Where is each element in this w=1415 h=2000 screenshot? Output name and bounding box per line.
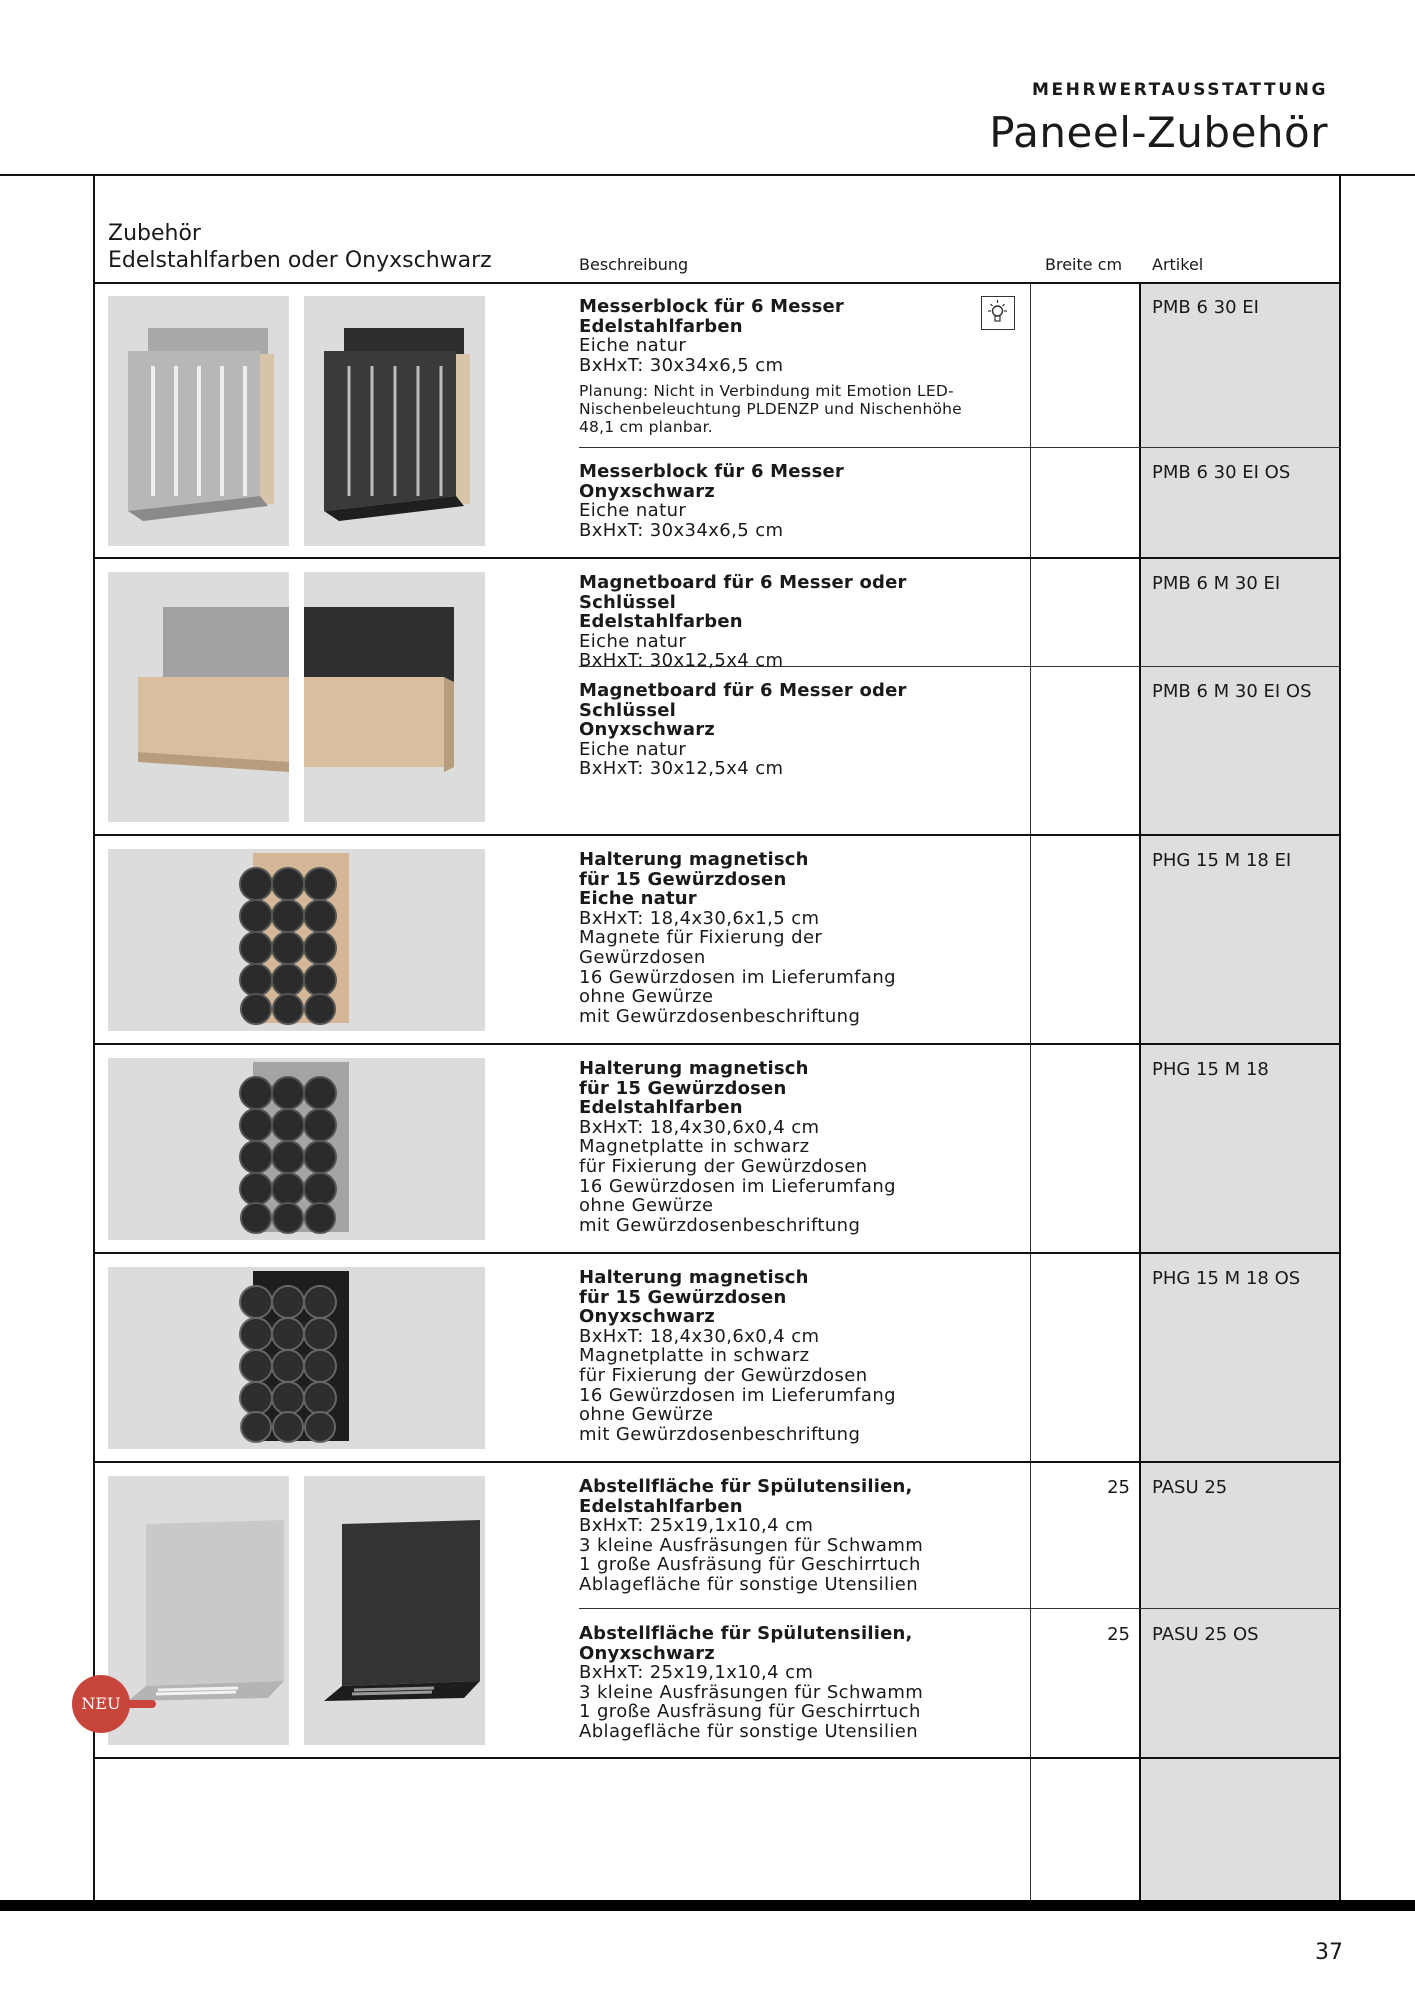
product-title: Halterung magnetisch [579, 1058, 809, 1079]
article-number: PMB 6 30 EI [1152, 297, 1259, 318]
article-number: PHG 15 M 18 [1152, 1059, 1269, 1080]
table-border-right [1339, 174, 1341, 1900]
product-subtitle: Edelstahlfarben [579, 611, 743, 633]
row-description [579, 573, 1009, 671]
row-rule [579, 1608, 1341, 1609]
product-subtitle: Onyxschwarz [579, 719, 715, 741]
description-line: 16 Gewürzdosen im Lieferumfang [579, 1175, 896, 1197]
column-head-description: Beschreibung [579, 255, 689, 274]
row-rule [93, 834, 1341, 836]
note-line: 48,1 cm planbar. [579, 418, 713, 437]
description-line: 1 große Ausfräsung für Geschirrtuch [579, 1701, 921, 1723]
product-subtitle: Onyxschwarz [579, 1306, 715, 1328]
description-line: mit Gewürzdosenbeschriftung [579, 1214, 861, 1236]
product-subtitle: Eiche natur [579, 888, 697, 910]
description-line: Magnetplatte in schwarz [579, 1136, 810, 1158]
row-description [579, 681, 1009, 779]
product-image-spice-holder-oak [108, 849, 485, 1031]
section-title [108, 220, 492, 274]
row-description [579, 1624, 1009, 1742]
page-number: 37 [1315, 1940, 1343, 1965]
description-line: ohne Gewürze [579, 1404, 714, 1426]
description-line: BxHxT: 25x19,1x10,4 cm [579, 1515, 814, 1537]
description-line: 3 kleine Ausfräsungen für Schwamm [579, 1681, 924, 1703]
product-image-sink-shelf-black [304, 1476, 485, 1745]
row-rule [93, 282, 1341, 284]
description-line: Ablagefläche für sonstige Utensilien [579, 1720, 919, 1742]
description-line: BxHxT: 30x12,5x4 cm [579, 758, 784, 780]
description-line: Eiche natur [579, 335, 687, 357]
row-rule [93, 557, 1341, 559]
description-line: BxHxT: 18,4x30,6x0,4 cm [579, 1116, 820, 1138]
description-line: 16 Gewürzdosen im Lieferumfang [579, 966, 896, 988]
section-title-line2: Edelstahlfarben oder Onyxschwarz [108, 248, 492, 273]
description-line: für Fixierung der Gewürzdosen [579, 1364, 868, 1386]
row-rule [93, 1757, 1341, 1759]
header-rule [0, 174, 1415, 176]
description-line: für Fixierung der Gewürzdosen [579, 1155, 868, 1177]
product-image-spice-holder-black [108, 1267, 485, 1449]
product-title: Abstellfläche für Spülutensilien, [579, 1623, 913, 1644]
column-head-article: Artikel [1152, 255, 1204, 274]
table-border-left [93, 174, 95, 1900]
product-title-2: für 15 Gewürzdosen [579, 868, 787, 890]
product-subtitle: Onyxschwarz [579, 1642, 715, 1664]
article-number: PHG 15 M 18 OS [1152, 1268, 1301, 1289]
description-line: ohne Gewürze [579, 1195, 714, 1217]
description-line: Eiche natur [579, 630, 687, 652]
article-number: PHG 15 M 18 EI [1152, 850, 1292, 871]
product-title: Messerblock für 6 Messer [579, 296, 844, 317]
description-line: Gewürzdosen [579, 946, 706, 968]
row-description [579, 850, 1009, 1026]
row-description [579, 1268, 1009, 1444]
description-line: mit Gewürzdosenbeschriftung [579, 1423, 861, 1445]
description-line: BxHxT: 18,4x30,6x0,4 cm [579, 1325, 820, 1347]
description-line: BxHxT: 30x34x6,5 cm [579, 519, 784, 541]
product-image-magnetboard-black [304, 572, 485, 822]
column-head-width: Breite cm [1045, 255, 1123, 274]
description-line: 16 Gewürzdosen im Lieferumfang [579, 1384, 896, 1406]
new-badge: NEU [72, 1675, 130, 1733]
product-title: Halterung magnetisch [579, 849, 809, 870]
footer-bar [0, 1900, 1415, 1911]
product-subtitle: Onyxschwarz [579, 480, 715, 502]
row-rule [93, 1252, 1341, 1254]
description-line: ohne Gewürze [579, 986, 714, 1008]
article-number: PMB 6 M 30 EI [1152, 573, 1281, 594]
row-rule [579, 447, 1341, 448]
description-line: Magnete für Fixierung der [579, 927, 823, 949]
page-title: Paneel-Zubehör [989, 108, 1328, 157]
product-image-knife-block-black [304, 296, 485, 546]
article-number: PMB 6 30 EI OS [1152, 462, 1291, 483]
product-subtitle: Edelstahlfarben [579, 1097, 743, 1119]
row-description [579, 1059, 1009, 1235]
row-description [579, 297, 1009, 436]
description-line: mit Gewürzdosenbeschriftung [579, 1005, 861, 1027]
row-rule [93, 1461, 1341, 1463]
product-title-2: für 15 Gewürzdosen [579, 1286, 787, 1308]
product-image-magnetboard-steel [108, 572, 289, 822]
product-image-spice-holder-steel [108, 1058, 485, 1240]
product-image-knife-block-steel [108, 296, 289, 546]
description-line: BxHxT: 30x34x6,5 cm [579, 354, 784, 376]
description-line: 3 kleine Ausfräsungen für Schwamm [579, 1534, 924, 1556]
description-line: BxHxT: 25x19,1x10,4 cm [579, 1662, 814, 1684]
product-subtitle: Edelstahlfarben [579, 315, 743, 337]
category-label: MEHRWERTAUSSTATTUNG [1031, 80, 1328, 100]
description-line: Magnetplatte in schwarz [579, 1345, 810, 1367]
width-column-line [1030, 283, 1031, 1900]
row-description [579, 1477, 1009, 1595]
neu-badge-tail [126, 1700, 156, 1708]
section-title-line1: Zubehör [108, 221, 201, 246]
description-line: Eiche natur [579, 738, 687, 760]
product-title: Halterung magnetisch [579, 1267, 809, 1288]
description-line: BxHxT: 30x12,5x4 cm [579, 650, 784, 672]
description-line: Eiche natur [579, 500, 687, 522]
width-value: 25 [1107, 1624, 1130, 1645]
note-line: Planung: Nicht in Verbindung mit Emotion LED- [579, 382, 954, 401]
row-rule [93, 1043, 1341, 1045]
article-number: PASU 25 [1152, 1477, 1228, 1498]
product-title: Magnetboard für 6 Messer oder Schlüssel [579, 572, 907, 613]
article-column-line [1139, 283, 1141, 1900]
width-value: 25 [1107, 1477, 1130, 1498]
article-number: PMB 6 M 30 EI OS [1152, 681, 1312, 702]
product-title: Abstellfläche für Spülutensilien, [579, 1476, 913, 1497]
description-line: Ablagefläche für sonstige Utensilien [579, 1573, 919, 1595]
article-number: PASU 25 OS [1152, 1624, 1259, 1645]
product-title: Messerblock für 6 Messer [579, 461, 844, 482]
note-line: Nischenbeleuchtung PLDENZP und Nischenhöhe [579, 400, 962, 419]
row-description [579, 462, 1009, 540]
product-title: Magnetboard für 6 Messer oder Schlüssel [579, 680, 907, 721]
product-subtitle: Edelstahlfarben [579, 1495, 743, 1517]
description-line: BxHxT: 18,4x30,6x1,5 cm [579, 907, 820, 929]
article-column-bg [1141, 283, 1340, 1900]
product-title-2: für 15 Gewürzdosen [579, 1077, 787, 1099]
planning-note [579, 382, 1009, 436]
description-line: 1 große Ausfräsung für Geschirrtuch [579, 1554, 921, 1576]
